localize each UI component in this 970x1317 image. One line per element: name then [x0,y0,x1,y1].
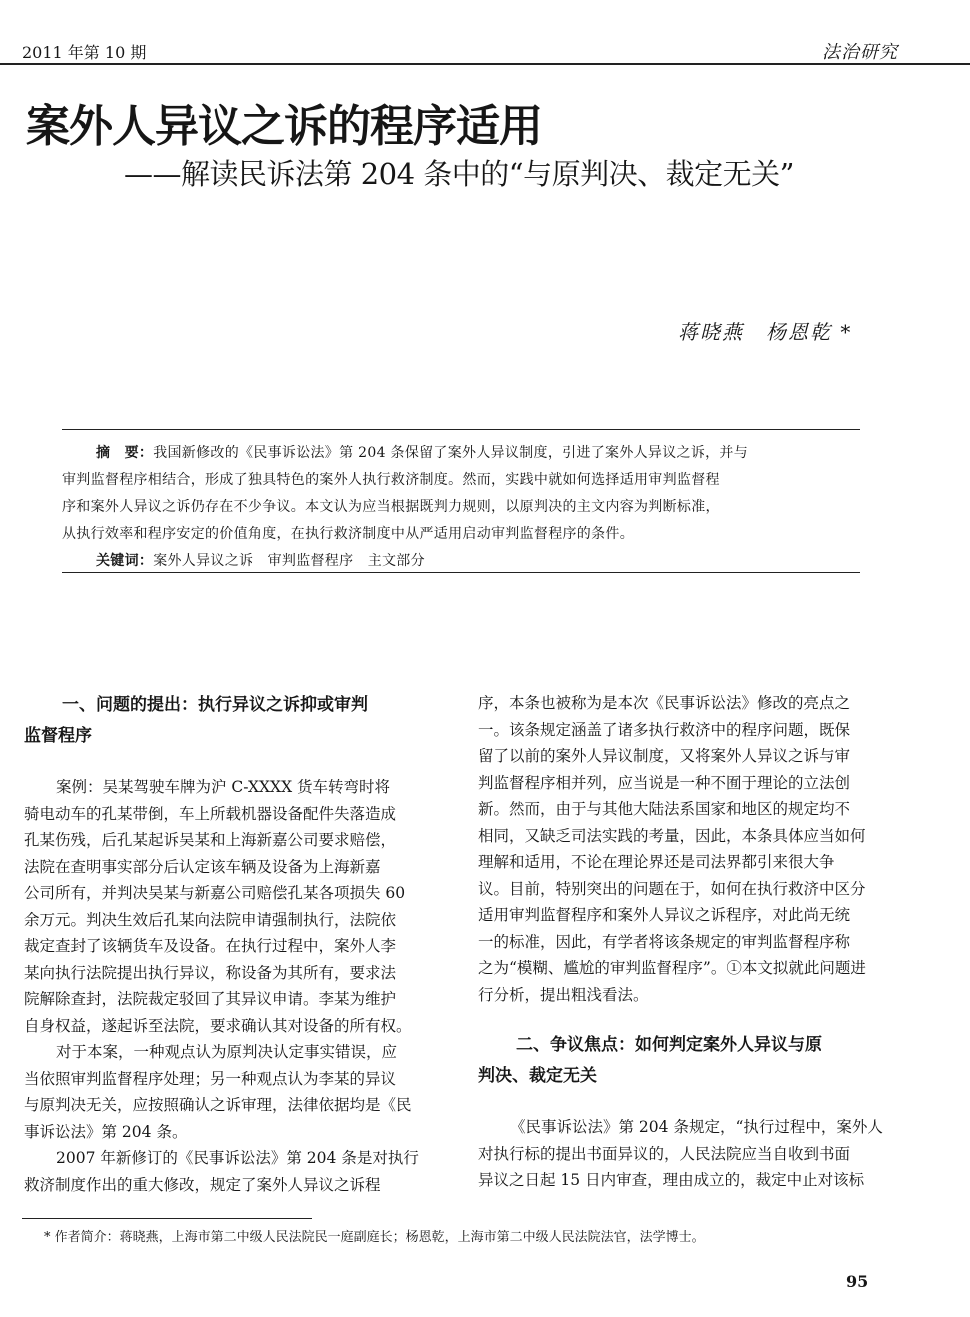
abstract-line: 审判监督程序相结合，形成了独具特色的案外人执行救济制度。然而，实践中就如何选择适用审判监督程 [62,472,720,488]
paragraph-line: 适用审判监督程序和案外人异议之诉程序，对此尚无统 [478,906,851,924]
left-column [24,690,442,1198]
paragraph-line: 当依照审判监督程序处理；另一种观点认为李某的异议 [24,1069,397,1088]
paragraph-line: 某向执行法院提出执行异议，称设备为其所有，要求法 [24,963,397,982]
paragraph-line: 自身权益，遂起诉至法院，要求确认其对设备的所有权。 [24,1016,412,1035]
paragraph-line: 序，本条也被称为是本次《民事诉讼法》修改的亮点之 [478,694,851,712]
section-heading: 一、问题的提出：执行异议之诉抑或审判 [62,695,368,715]
right-column [478,690,898,1194]
footnote: * 作者简介：蒋晓燕，上海市第二中级人民法院民一庭副庭长；杨恩乾，上海市第二中级人民法院法官，法学博士。 [44,1230,705,1245]
paragraph-line: 留了以前的案外人异议制度，又将案外人异议之诉与审 [478,747,851,765]
issue-label: 2011 年第 10 期 [22,43,147,62]
paragraph-line: 异议之日起 15 日内审查，理由成立的，裁定中止对该标 [478,1171,865,1189]
paragraph-line: 余万元。判决生效后孔某向法院申请强制执行，法院依 [24,910,397,929]
paragraph-line: 判监督程序相并列，应当说是一种不囿于理论的立法创 [478,773,851,792]
authors: 蒋晓燕 杨恩乾 * [678,320,853,344]
paragraph-line: 《民事诉讼法》第 204 条规定，“执行过程中，案外人 [510,1118,883,1136]
paragraph-line: 行分析，提出粗浅看法。 [478,985,649,1004]
abstract-line: 序和案外人异议之诉仍存在不少争议。本文认为应当根据既判力规则，以原判决的主文内容为判断标准， [62,499,720,515]
section-heading: 判决、裁定无关 [478,1066,597,1086]
abstract-rule-top [62,429,860,430]
section-heading: 二、争议焦点：如何判定案外人异议与原 [516,1035,822,1055]
section-heading: 监督程序 [24,726,92,746]
paragraph-line: 新。然而，由于与其他大陆法系国家和地区的规定均不 [478,800,851,818]
keywords-label: 关键词： [96,553,154,569]
article-title: 案外人异议之诉的程序适用 [26,101,542,152]
paragraph-line: 与原判决无关，应按照确认之诉审理，法律依据均是《民 [24,1096,412,1114]
keywords-line [62,548,860,575]
article-subtitle: ——解读民诉法第 204 条中的“与原判决、裁定无关” [124,157,794,191]
paragraph-line: 骑电动车的孔某带倒，车上所载机器设备配件失落造成 [24,804,397,823]
paragraph-line: 一。该条规定涵盖了诸多执行救济中的程序问题，既保 [478,720,851,739]
paragraph-line: 救济制度作出的重大修改，规定了案外人异议之诉程 [24,1175,381,1194]
paragraph-line: 对于本案，一种观点认为原判决认定事实错误，应 [56,1043,398,1061]
footnote-rule [22,1218,312,1219]
abstract [62,440,860,575]
page-number: 95 [846,1272,869,1291]
header-rule [0,63,970,65]
abstract-line: 从执行效率和程序安定的价值角度，在执行救济制度中从严适用启动审判监督程序的条件。 [62,526,634,542]
journal-name: 法治研究 [822,42,898,63]
paragraph-line: 裁定查封了该辆货车及设备。在执行过程中，案外人李 [24,937,397,955]
paragraph-line: 对执行标的提出书面异议的，人民法院应当自收到书面 [478,1144,851,1163]
paragraph-line: 议。目前，特别突出的问题在于，如何在执行救济中区分 [478,879,866,898]
paragraph-line: 事诉讼法》第 204 条。 [24,1122,188,1141]
paragraph-line: 2007 年新修订的《民事诉讼法》第 204 条是对执行 [56,1149,419,1167]
paragraph-line: 孔某伤残，后孔某起诉吴某和上海新嘉公司要求赔偿， [24,831,397,849]
paragraph-line: 一的标准，因此，有学者将该条规定的审判监督程序称 [478,932,851,951]
paragraph-line: 公司所有，并判决吴某与新嘉公司赔偿孔某各项损失 60 [24,884,406,902]
abstract-label: 摘 要： [96,445,154,461]
paragraph-line: 院解除查封，法院裁定驳回了其异议申请。李某为维护 [24,990,397,1008]
paragraph-line: 之为“模糊、尴尬的审判监督程序”。①本文拟就此问题进 [478,959,866,977]
keywords: 案外人异议之诉 审判监督程序 主文部分 [153,553,425,569]
paragraph-line: 理解和适用，不论在理论界还是司法界都引来很大争 [478,853,835,871]
abstract-line: 摘 要：我国新修改的《民事诉讼法》第 204 条保留了案外人异议制度，引进了案外人异议之诉，并与 [96,445,749,461]
paragraph-line: 案例：吴某驾驶车牌为沪 C-XXXX 货车转弯时将 [56,778,391,796]
paragraph-line: 相同，又缺乏司法实践的考量，因此，本条具体应当如何 [478,826,866,845]
paragraph-line: 法院在查明事实部分后认定该车辆及设备为上海新嘉 [24,857,381,876]
abstract-rule-bottom [62,572,860,573]
